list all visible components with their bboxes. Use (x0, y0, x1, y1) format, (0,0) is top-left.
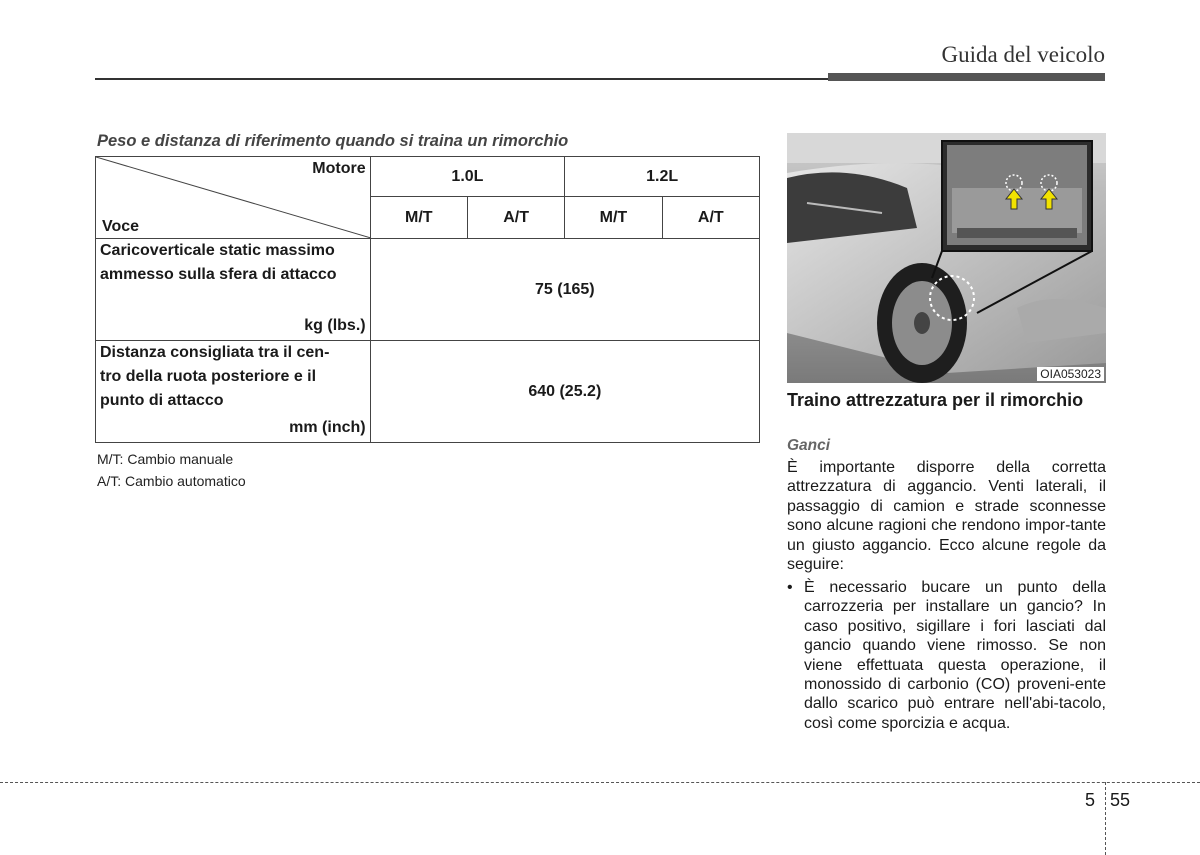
footer-divider (0, 782, 1200, 783)
car-rear-hitch-photo (787, 133, 1106, 383)
section-subheading: Ganci (787, 437, 831, 454)
page-number: 55 (1110, 790, 1131, 810)
row-label-cell (96, 341, 371, 443)
corner-label-engine: Motore (312, 160, 366, 177)
row-label-line: Caricoverticale static massimo (100, 242, 335, 259)
row-label-line: ammesso sulla sfera di attacco (100, 266, 337, 283)
engine-header: 1.2L (565, 157, 760, 197)
row-value: 640 (25.2) (370, 341, 759, 443)
table-title: Peso e distanza di riferimento quando si traina un rimorchio (97, 132, 569, 150)
row-label-line: punto di attacco (100, 392, 224, 409)
row-value: 75 (165) (370, 239, 759, 341)
table-row (96, 239, 760, 341)
bullet-item (787, 578, 1106, 733)
towing-spec-table (95, 156, 760, 443)
transmission-header: M/T (565, 197, 662, 239)
section-body: È importante disporre della corretta attrezzatura di aggancio. Venti laterali, il passaggio di camion e strade sconnesse sono alcune ragioni che rendono impor-tante un giusto aggancio. Ecco alcune regole da seguire: (787, 459, 1106, 574)
bullet-text: È necessario bucare un punto della carrozzeria per installare un gancio? In caso positivo, sigillare i fori lasciati dal gancio quando viene rimosso. Se non viene effettuata questa operazione, il monossido di carbonio (CO) proveni-ente dallo scarico può entrare nell'abi-tacolo, così come sporcizia e acqua. (804, 579, 1106, 732)
bullet-dot-icon: • (787, 579, 793, 596)
transmission-header: M/T (370, 197, 467, 239)
header-rule (95, 78, 828, 80)
page-header-title: Guida del veicolo (941, 42, 1105, 67)
row-unit: mm (inch) (289, 419, 366, 436)
table-corner-cell (96, 157, 371, 239)
engine-header: 1.0L (370, 157, 565, 197)
row-label-line: tro della ruota posteriore e il (100, 368, 317, 385)
header-rule-accent (828, 73, 1105, 81)
figure-code: OIA053023 (1037, 367, 1104, 381)
row-label-line: Distanza consigliata tra il cen- (100, 344, 330, 361)
row-unit: kg (lbs.) (304, 317, 366, 334)
row-label-cell (96, 239, 371, 341)
chapter-number: 5 (1085, 790, 1096, 810)
car-illustration (787, 133, 1106, 383)
table-note: M/T: Cambio manuale (97, 451, 234, 467)
transmission-header: A/T (467, 197, 564, 239)
footer-vertical-divider (1105, 782, 1106, 855)
corner-label-item: Voce (102, 218, 140, 235)
table-row (96, 341, 760, 443)
table-note: A/T: Cambio automatico (97, 473, 246, 489)
transmission-header: A/T (662, 197, 759, 239)
section-heading: Traino attrezzatura per il rimorchio (787, 390, 1084, 410)
